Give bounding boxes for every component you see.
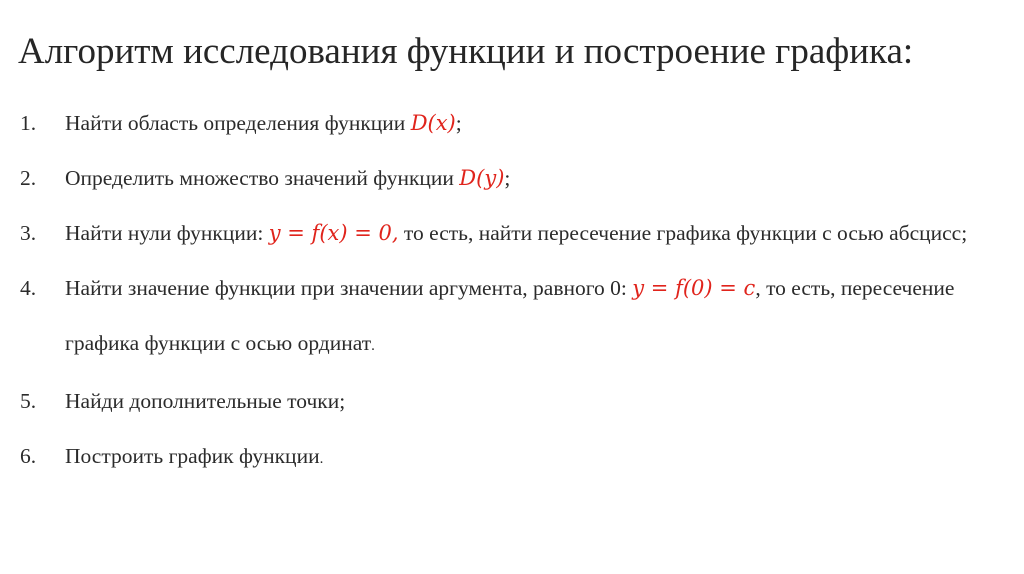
step-6 bbox=[20, 429, 1000, 487]
step-text: Найти нули функции: bbox=[65, 221, 269, 245]
step-after: ; bbox=[504, 166, 511, 190]
step-number: 2. bbox=[20, 166, 37, 190]
step-5 bbox=[20, 374, 1000, 429]
step-math: y = f(x) = 0, bbox=[268, 221, 399, 245]
step-math: y = f(0) = c bbox=[632, 276, 756, 300]
step-number: 6. bbox=[20, 444, 37, 468]
step-text: Найти область определения функции bbox=[65, 111, 411, 135]
step-1 bbox=[20, 96, 1000, 151]
step-number: 1. bbox=[20, 111, 37, 135]
step-text: Определить множество значений функции bbox=[65, 166, 460, 190]
step-2 bbox=[20, 151, 1000, 206]
step-number: 5. bbox=[20, 389, 37, 413]
step-math: D(y) bbox=[459, 166, 505, 190]
slide-title: Алгоритм исследования функции и построение графика: bbox=[18, 31, 914, 72]
steps-list bbox=[20, 96, 1000, 487]
step-text: Найди дополнительные точки; bbox=[65, 389, 346, 413]
step-text: Построить график функции bbox=[65, 444, 320, 468]
step-after: , то есть, пересечение графика функции с осью ординат bbox=[65, 276, 955, 355]
step-text: Найти значение функции при значении аргумента, равного 0: bbox=[65, 276, 633, 300]
step-after: ; bbox=[455, 111, 462, 135]
step-number: 4. bbox=[20, 276, 37, 300]
step-4 bbox=[20, 261, 1000, 374]
step-after: то есть, найти пересечение графика функции с осью абсцисс; bbox=[398, 221, 968, 245]
step-end: . bbox=[371, 338, 375, 354]
step-end: . bbox=[319, 451, 324, 467]
step-number: 3. bbox=[20, 221, 37, 245]
step-math: D(x) bbox=[410, 111, 456, 135]
step-3 bbox=[20, 206, 1000, 261]
